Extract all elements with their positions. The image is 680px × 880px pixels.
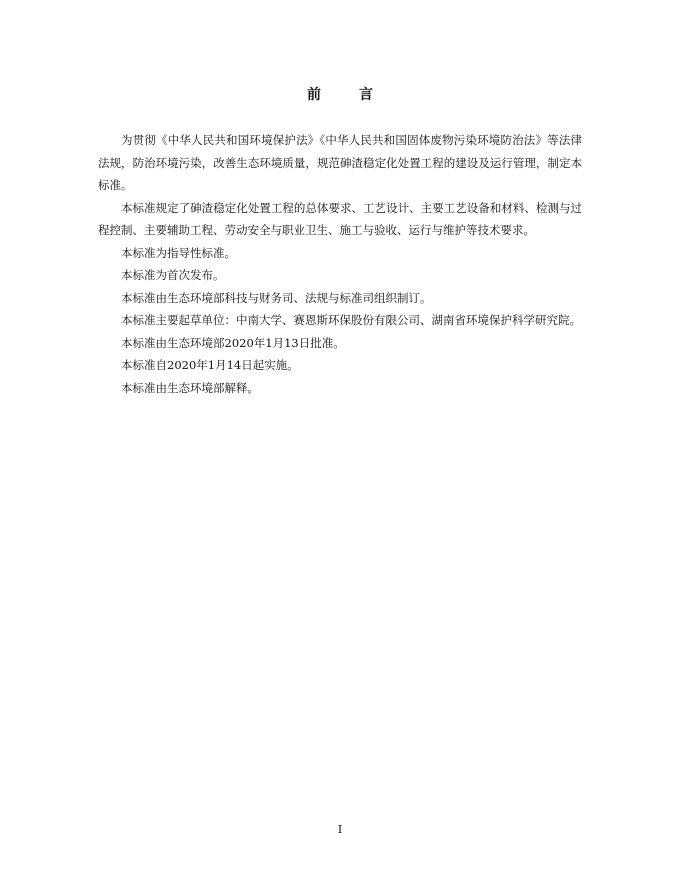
- foreword-body: [98, 129, 582, 399]
- paragraph-approval: 本标准由生态环境部2020年1月13日批准。: [121, 335, 345, 350]
- paragraph-drafters: 本标准主要起草单位：中南大学、赛恩斯环保股份有限公司、湖南省环境保护科学研究院。: [121, 313, 581, 327]
- paragraph-first-release: 本标准为首次发布。: [121, 268, 225, 282]
- paragraph-organizer: 本标准由生态环境部科技与财务司、法规与标准司组织制订。: [121, 290, 432, 305]
- page-number: I: [337, 823, 343, 836]
- paragraph-interpretation: 本标准由生态环境部解释。: [121, 380, 259, 395]
- paragraph-purpose: 为贯彻《中华人民共和国环境保护法》《中华人民共和国固体废物污染环境防治法》等法律法规，防治环境污染，改善生态环境质量，规范砷渣稳定化处置工程的建设及运行管理，制定本标准。: [98, 133, 582, 192]
- page-title: 前 言: [307, 87, 385, 103]
- paragraph-scope: 本标准规定了砷渣稳定化处置工程的总体要求、工艺设计、主要工艺设备和材料、检测与过程控制、主要辅助工程、劳动安全与职业卫生、施工与验收、运行与维护等技术要求。: [98, 200, 582, 237]
- paragraph-guidance: 本标准为指导性标准。: [121, 245, 236, 260]
- paragraph-effective-date: 本标准自2020年1月14日起实施。: [121, 358, 299, 372]
